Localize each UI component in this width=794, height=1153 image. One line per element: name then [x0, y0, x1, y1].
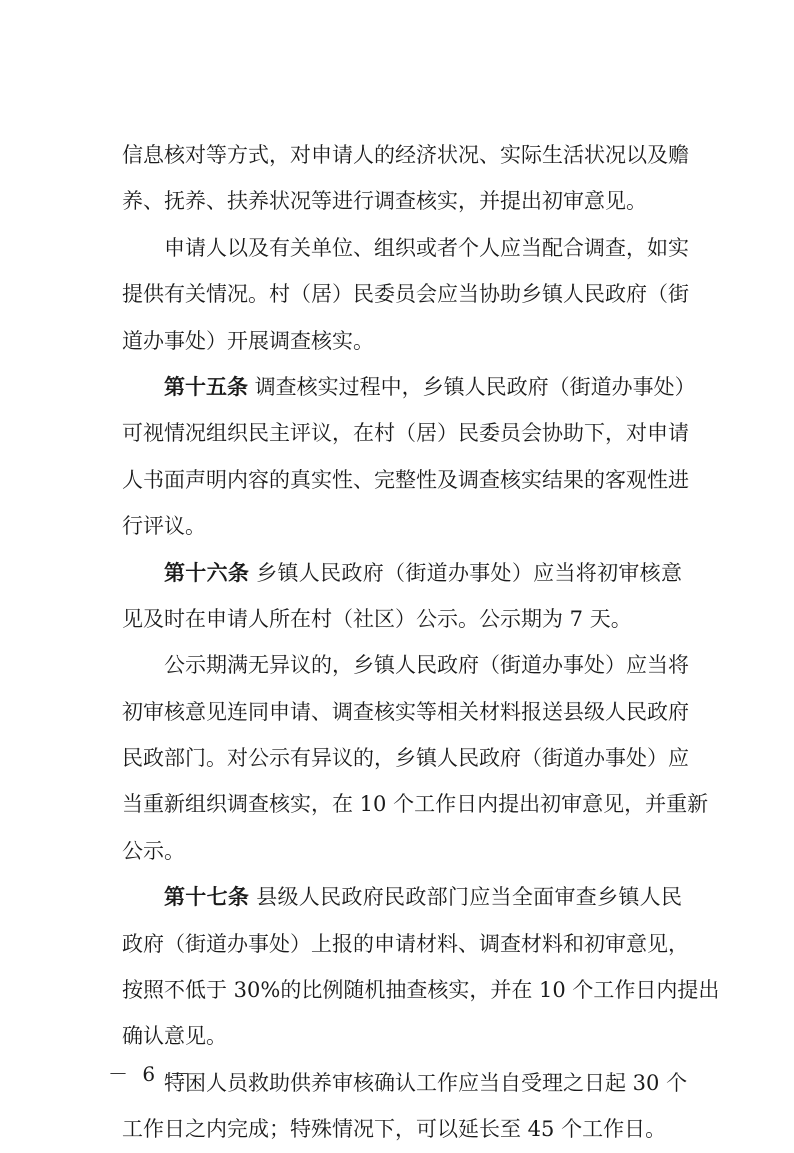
article-15	[122, 364, 696, 550]
paragraph-time-limit	[122, 1060, 688, 1153]
text-line: 行评议。	[122, 514, 206, 539]
paragraph-cooperation	[122, 225, 689, 364]
text-line: 初审核意见连同申请、调查核实等相关材料报送县级人民政府	[122, 699, 689, 724]
text-line: 工作日之内完成；特殊情况下，可以延长至 45 个工作日。	[122, 1117, 667, 1142]
article-text: 调查核实过程中，乡镇人民政府（街道办事处）	[254, 374, 696, 399]
text-line: 公示。	[122, 838, 185, 863]
text-line: 道办事处）开展调查核实。	[122, 328, 374, 353]
text-line: 可视情况组织民主评议，在村（居）民委员会协助下，对申请	[122, 421, 689, 446]
text-line: 确认意见。	[122, 1024, 227, 1049]
text-line: 公示期满无异议的，乡镇人民政府（街道办事处）应当将	[164, 653, 689, 678]
text-line: 政府（街道办事处）上报的申请材料、调查材料和初审意见，	[122, 931, 689, 956]
paragraph-public-notice	[122, 642, 709, 874]
article-text: 乡镇人民政府（街道办事处）应当将初审核意	[256, 560, 682, 585]
page-number: － 6 －	[108, 1062, 194, 1086]
article-heading: 第十五条	[164, 374, 248, 399]
text-line: 养、抚养、扶养状况等进行调查核实，并提出初审意见。	[122, 189, 647, 214]
text-line: 见及时在申请人所在村（社区）公示。公示期为 7 天。	[122, 606, 632, 631]
text-line: 信息核对等方式，对申请人的经济状况、实际生活状况以及赡	[122, 143, 689, 167]
article-17	[122, 874, 720, 1060]
text-line	[122, 364, 696, 410]
article-heading: 第十六条	[164, 560, 250, 585]
paragraph-continuation	[122, 132, 689, 225]
text-line: 特困人员救助供养审核确认工作应当自受理之日起 30 个	[164, 1070, 688, 1095]
text-line: 申请人以及有关单位、组织或者个人应当配合调查，如实	[164, 235, 689, 260]
text-line: 民政部门。对公示有异议的，乡镇人民政府（街道办事处）应	[122, 746, 689, 771]
article-16	[122, 550, 682, 643]
text-line: 按照不低于 30%的比例随机抽查核实，并在 10 个工作日内提出	[122, 978, 720, 1003]
text-line	[122, 874, 682, 920]
text-line	[122, 550, 682, 596]
article-heading: 第十七条	[164, 885, 250, 910]
text-line: 人书面声明内容的真实性、完整性及调查核实结果的客观性进	[122, 467, 689, 492]
document-body	[122, 132, 720, 1153]
text-line: 当重新组织调查核实，在 10 个工作日内提出初审意见，并重新	[122, 792, 709, 817]
article-text: 县级人民政府民政部门应当全面审查乡镇人民	[256, 885, 682, 910]
text-line: 提供有关情况。村（居）民委员会应当协助乡镇人民政府（街	[122, 282, 689, 307]
